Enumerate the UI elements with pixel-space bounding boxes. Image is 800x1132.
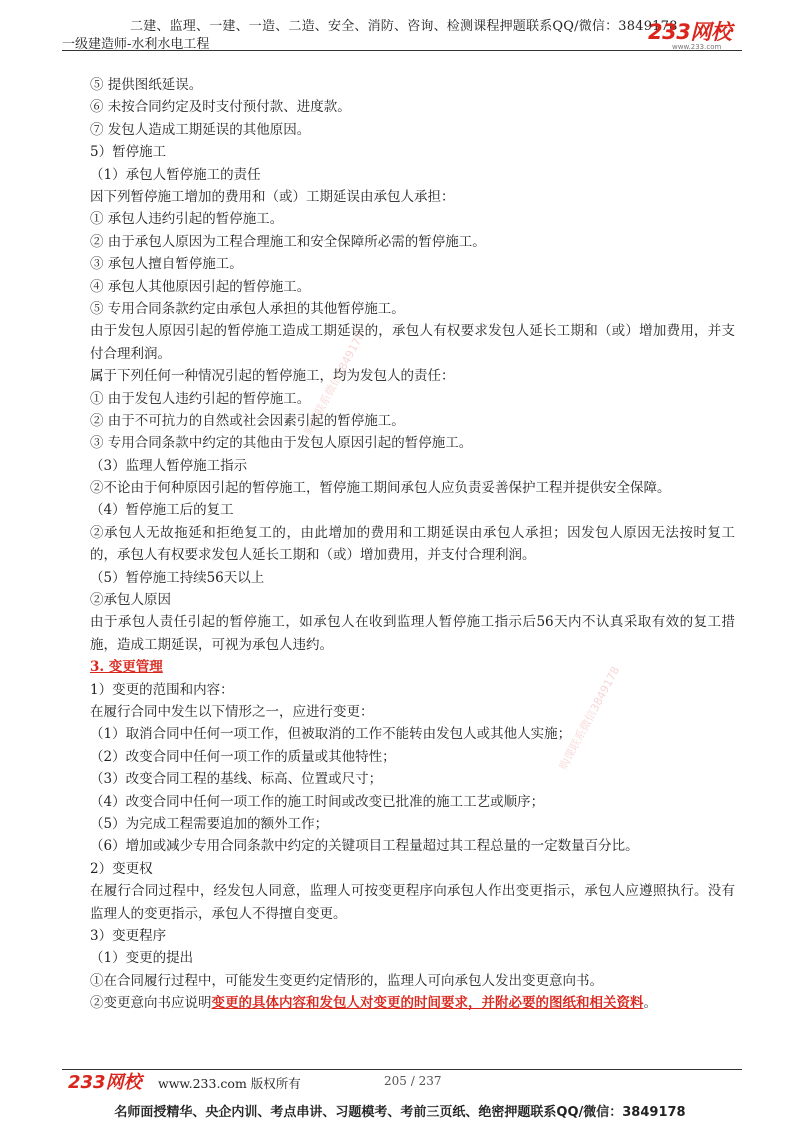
text-suffix: 。 — [643, 995, 657, 1012]
logo-text: 233网校 — [648, 20, 732, 44]
text-line: ④ 承包人其他原因引起的暂停施工。 — [90, 278, 311, 295]
page-number: 205 / 237 — [384, 1074, 442, 1088]
logo-url: www.233.com — [672, 43, 722, 51]
text-line: （1）取消合同中任何一项工作，但被取消的工作不能转由发包人或其他人实施； — [90, 726, 572, 743]
text-line: ② 由于承包人原因为工程合理施工和安全保障所必需的暂停施工。 — [90, 233, 486, 250]
text-line: （5）为完成工程需要追加的额外工作； — [90, 815, 329, 832]
text-line: 2）变更权 — [90, 860, 153, 877]
footer-promo-text: 名师面授精华、央企内训、考点串讲、习题模考、考前三页纸、绝密押题联系QQ/微信：3849178 — [114, 1105, 686, 1120]
watermark: 购课联系微信3849178 — [301, 329, 368, 438]
text-line-highlighted — [90, 992, 735, 1014]
text-line: （4）暂停施工后的复工 — [90, 502, 234, 519]
text-prefix: ②变更意向书应说明 — [90, 995, 212, 1012]
highlighted-text: 变更的具体内容和发包人对变更的时间要求，并附必要的图纸和相关资料 — [211, 995, 644, 1012]
text-line: 5）暂停施工 — [90, 144, 167, 161]
text-line: ②不论由于何种原因引起的暂停施工，暂停施工期间承包人应负责妥善保护工程并提供安全保障。 — [90, 480, 671, 497]
text-line: ⑥ 未按合同约定及时支付预付款、进度款。 — [90, 99, 351, 116]
text-line: （5）暂停施工持续56天以上 — [90, 569, 265, 586]
text-line: 属于下列任何一种情况引起的暂停施工，均为发包人的责任： — [90, 368, 455, 385]
section-title: 3. 变更管理 — [90, 659, 163, 676]
watermark: 购课联系微信3849178 — [556, 664, 623, 773]
footer-logo: 233网校 — [68, 1072, 142, 1093]
text-line: （3）改变合同工程的基线、标高、位置或尺寸； — [90, 771, 383, 788]
text-line: ③ 承包人擅自暂停施工。 — [90, 256, 243, 273]
paragraph: 由于承包人责任引起的暂停施工，如承包人在收到监理人暂停施工指示后56天内不认真采取有效的复工措施，造成工期延误，可视为承包人违约。 — [90, 614, 735, 653]
header-contact-text: 二建、监理、一建、一造、二造、安全、消防、咨询、检测课程押题联系QQ/微信：3849178 — [130, 19, 678, 34]
text-line: ⑤ 提供图纸延误。 — [90, 77, 203, 93]
text-line: ②承包人原因 — [90, 592, 171, 609]
text-line: （6）增加或减少专用合同条款中约定的关键项目工程量超过其工程总量的一定数量百分比。 — [90, 838, 639, 855]
text-line: （2）改变合同中任何一项工作的质量或其他特性； — [90, 748, 396, 765]
text-line: 3）变更程序 — [90, 927, 167, 944]
paragraph: ②承包人无故拖延和拒绝复工的，由此增加的费用和工期延误由承包人承担；因发包人原因无法按时复工的，承包人有权要求发包人延长工期和（或）增加费用，并支付合理利润。 — [90, 524, 735, 564]
text-line: ① 承包人违约引起的暂停施工。 — [90, 211, 284, 228]
footer-divider — [62, 1069, 742, 1070]
page-header — [0, 0, 800, 50]
text-line: ①在合同履行过程中，可能发生变更约定情形的，监理人可向承包人发出变更意向书。 — [90, 972, 603, 989]
text-line: ⑤ 专用合同条款约定由承包人承担的其他暂停施工。 — [90, 300, 405, 317]
paragraph: 在履行合同过程中，经发包人同意，监理人可按变更程序向承包人作出变更指示，承包人应遵照执行。没有监理人的变更指示，承包人不得擅自变更。 — [90, 883, 735, 922]
header-subject-title: 一级建造师-水利水电工程 — [62, 37, 210, 52]
text-line: （1）承包人暂停施工的责任 — [90, 166, 261, 183]
header-divider — [62, 50, 742, 51]
text-line: 在履行合同中发生以下情形之一，应进行变更： — [90, 704, 374, 721]
text-line: ⑦ 发包人造成工期延误的其他原因。 — [90, 121, 311, 138]
text-line: （3）监理人暂停施工指示 — [90, 457, 248, 474]
text-line: 因下列暂停施工增加的费用和（或）工期延误由承包人承担： — [90, 188, 455, 205]
footer-copyright: www.233.com 版权所有 — [158, 1076, 301, 1091]
text-line: （4）改变合同中任何一项工作的施工时间或改变已批准的施工工艺或顺序； — [90, 793, 545, 810]
text-line: ② 由于不可抗力的自然或社会因素引起的暂停施工。 — [90, 412, 405, 429]
text-line: ① 由于发包人违约引起的暂停施工。 — [90, 390, 311, 407]
text-line: （1）变更的提出 — [90, 950, 194, 967]
paragraph: 由于发包人原因引起的暂停施工造成工期延误的，承包人有权要求发包人延长工期和（或）增加费用，并支付合理利润。 — [90, 323, 735, 362]
text-line: 1）变更的范围和内容： — [90, 681, 234, 698]
brand-logo — [648, 16, 731, 51]
text-line: ③ 专用合同条款中约定的其他由于发包人原因引起的暂停施工。 — [90, 435, 473, 452]
document-body — [90, 74, 735, 1015]
